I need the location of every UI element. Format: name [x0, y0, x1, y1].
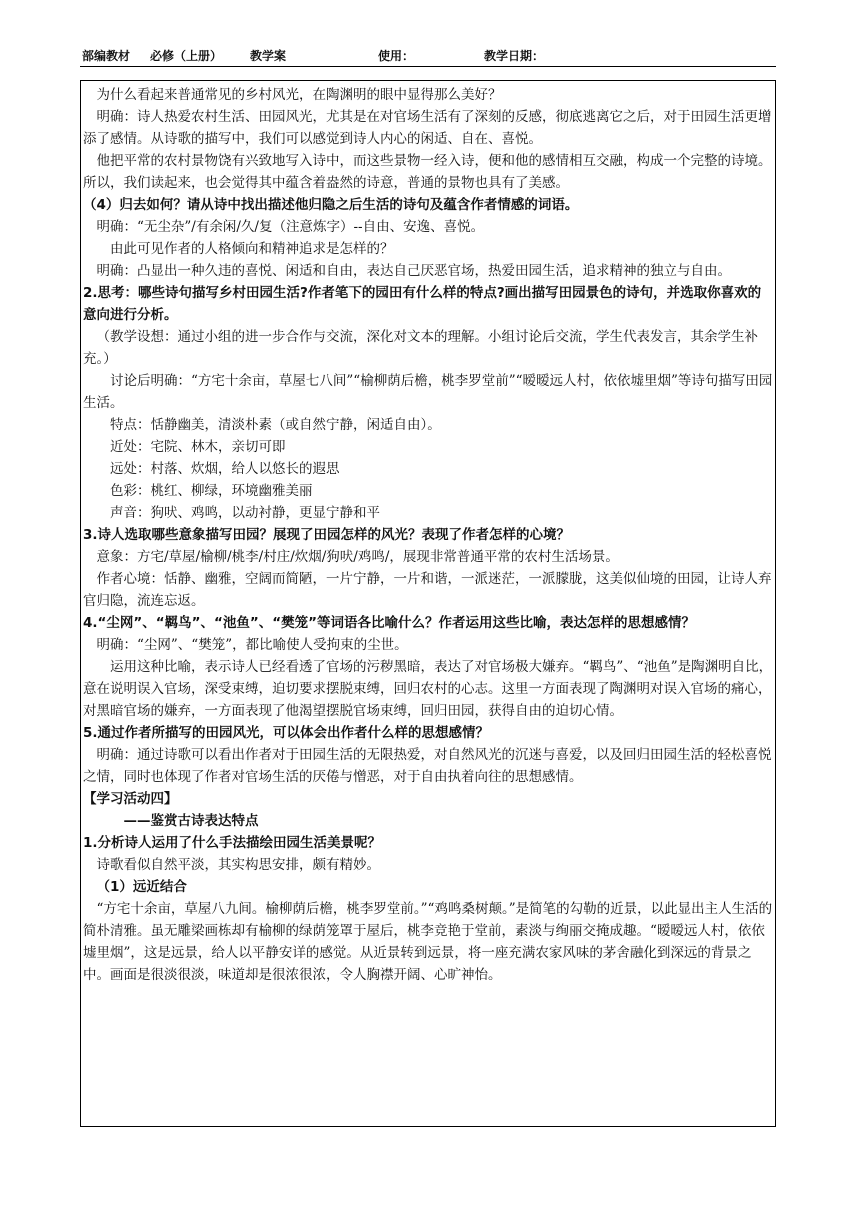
question-heading: （4）归去如何？请从诗中找出描述他归隐之后生活的诗句及蕴含作者情感的词语。 [83, 197, 579, 213]
paragraph: 讨论后明确：“方宅十余亩，草屋七八间”“榆柳荫后檐，桃李罗堂前”“暧暧远人村，依依墟里烟”等诗句描写田园生活。 [83, 373, 773, 411]
section-subheading: ——鉴赏古诗表达特点 [123, 813, 259, 829]
question-heading: 5.通过作者所描写的田园风光，可以体会出作者什么样的思想感情？ [83, 725, 490, 741]
paragraph: 近处：宅院、林木，亲切可即 [110, 439, 286, 455]
paragraph: 色彩：桃红、柳绿，环境幽雅美丽 [110, 483, 313, 499]
subsection-heading: （1）远近结合 [96, 879, 187, 895]
paragraph: （教学设想：通过小组的进一步合作与交流，深化对文本的理解。小组讨论后交流，学生代表发言，其余学生补充。） [83, 329, 758, 367]
header-type: 教学案 [250, 49, 287, 63]
lesson-content [83, 84, 773, 986]
paragraph: 为什么看起来普通常见的乡村风光，在陶渊明的眼中显得那么美好？ [96, 87, 502, 103]
question-heading: 1.分析诗人运用了什么手法描绘田园生活美景呢？ [83, 835, 382, 851]
paragraph: 由此可见作者的人格倾向和精神追求是怎样的？ [110, 241, 394, 257]
paragraph: 远处：村落、炊烟，给人以悠长的遐思 [110, 461, 340, 477]
paragraph: 运用这种比喻，表示诗人已经看透了官场的污秽黑暗，表达了对官场极大嫌弃。“羁鸟”、“池鱼”是陶渊明自比，意在说明误入官场，深受束缚，迫切要求摆脱束缚，回归农村的心志。这里一方面表现了陶渊明对误入官场的痛心，对黑暗官场的嫌弃，一方面表现了他渴望摆脱官场束缚，回归田园，获得自由的迫切心情。 [83, 659, 773, 719]
paragraph: 他把平常的农村景物饶有兴致地写入诗中，而这些景物一经入诗，便和他的感情相互交融，构成一个完整的诗境。所以，我们读起来，也会觉得其中蕴含着盎然的诗意，普通的景物也具有了美感。 [83, 153, 772, 191]
page-header [80, 44, 776, 67]
paragraph: 明确：诗人热爱农村生活、田园风光，尤其是在对官场生活有了深刻的反感，彻底逃离它之后，对于田园生活更增添了感情。从诗歌的描写中，我们可以感觉到诗人内心的闲适、自在、喜悦。 [83, 109, 772, 147]
header-date-label: 教学日期： [484, 49, 545, 63]
paragraph: 明确：凸显出一种久违的喜悦、闲适和自由，表达自己厌恶官场，热爱田园生活，追求精神的独立与自由。 [96, 263, 731, 279]
paragraph: 特点：恬静幽美，清淡朴素（或自然宁静，闲适自由）。 [110, 417, 441, 433]
paragraph: “方宅十余亩，草屋八九间。榆柳荫后檐，桃李罗堂前。”“鸡鸣桑树颠。”是简笔的勾勒的近景，以此显出主人生活的简朴清雅。虽无雕梁画栋却有榆柳的绿荫笼罩于屋后，桃李竞艳于堂前，素淡与绚丽交掩成趣。“暧暧远人村，依依墟里烟”，这是远景，给人以平静安详的感觉。从近景转到远景，将一座充满农家风味的茅舍融化到深远的背景之中。画面是很淡很淡，味道却是很浓很浓，令人胸襟开阔、心旷神怡。 [83, 901, 773, 983]
paragraph: 作者心境：恬静、幽雅，空阔而简陋，一片宁静，一片和谐，一派迷茫，一派朦胧，这美似仙境的田园，让诗人弃官归隐，流连忘返。 [83, 571, 772, 609]
section-heading: 【学习活动四】 [83, 791, 178, 807]
question-heading: 3.诗人选取哪些意象描写田园？展现了田园怎样的风光？表现了作者怎样的心境？ [83, 527, 571, 543]
paragraph: 明确：“尘网”、“樊笼”，都比喻使人受拘束的尘世。 [96, 637, 408, 653]
question-heading: 2.思考：哪些诗句描写乡村田园生活?作者笔下的园田有什么样的特点?画出描写田园景色的诗句，并选取你喜欢的意向进行分析。 [83, 285, 762, 323]
question-heading: 4.“尘网”、“羁鸟”、“池鱼”、“樊笼”等词语各比喻什么？作者运用这些比喻，表达怎样的思想感情？ [83, 615, 696, 631]
paragraph: 声音：狗吠、鸡鸣，以动衬静，更显宁静和平 [110, 505, 380, 521]
paragraph: 诗歌看似自然平淡，其实构思安排，颇有精妙。 [96, 857, 380, 873]
header-book: 部编教材 [82, 49, 131, 63]
header-use-label: 使用： [378, 49, 415, 63]
header-volume: 必修（上册） [150, 49, 223, 63]
paragraph: 意象：方宅/草屋/榆柳/桃李/村庄/炊烟/狗吠/鸡鸣/，展现非常普通平常的农村生活场景。 [96, 549, 619, 565]
paragraph: 明确：通过诗歌可以看出作者对于田园生活的无限热爱，对自然风光的沉迷与喜爱，以及回归田园生活的轻松喜悦之情，同时也体现了作者对官场生活的厌倦与憎恶，对于自由执着向往的思想感情。 [83, 747, 772, 785]
paragraph: 明确：“无尘杂”/有余闲/久/复（注意炼字）--自由、安逸、喜悦。 [96, 219, 485, 235]
